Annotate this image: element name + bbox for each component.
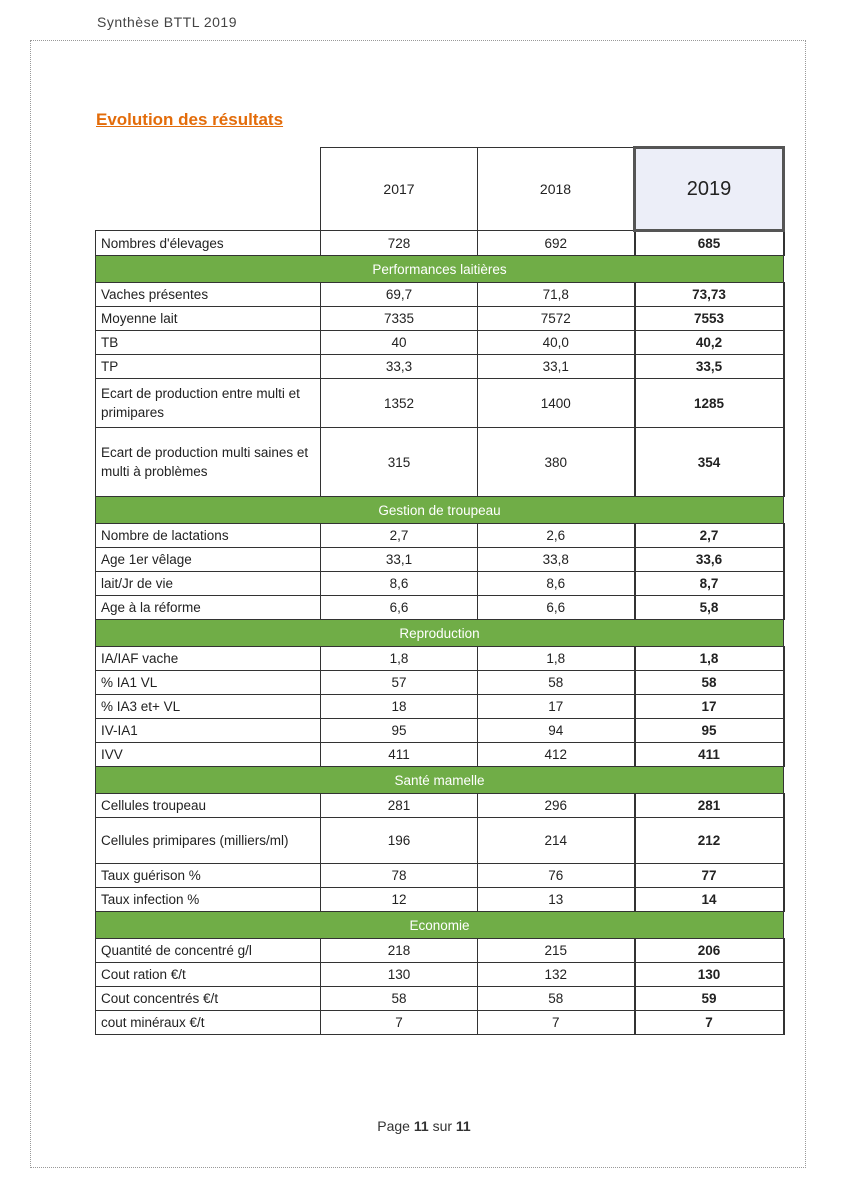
row-label: Quantité de concentré g/l [96,939,321,963]
cell-2018: 17 [478,695,635,719]
table-header-row [96,148,784,231]
row-label: Cout ration €/t [96,963,321,987]
table-row [96,524,784,548]
cell-2017: 7335 [321,307,478,331]
table-row [96,888,784,912]
column-header-2018: 2018 [478,148,635,231]
cell-2018: 7572 [478,307,635,331]
cell-2017: 728 [321,231,478,256]
cell-2017: 218 [321,939,478,963]
cell-2019: 95 [635,719,784,743]
row-label: TP [96,355,321,379]
cell-2018: 76 [478,864,635,888]
row-label: Nombres d'élevages [96,231,321,256]
cell-2019: 40,2 [635,331,784,355]
cell-2019: 7553 [635,307,784,331]
table-row [96,963,784,987]
cell-2019: 59 [635,987,784,1011]
cell-2017: 315 [321,428,478,497]
cell-2019: 1,8 [635,647,784,671]
table-row [96,719,784,743]
cell-2019: 8,7 [635,572,784,596]
table-row [96,794,784,818]
cell-2019: 77 [635,864,784,888]
row-label: % IA1 VL [96,671,321,695]
cell-2017: 1352 [321,379,478,428]
cell-2018: 1,8 [478,647,635,671]
section-header-row [96,912,784,939]
cell-2018: 40,0 [478,331,635,355]
cell-2017: 281 [321,794,478,818]
table-row [96,307,784,331]
cell-2017: 69,7 [321,283,478,307]
cell-2018: 13 [478,888,635,912]
row-label: Cellules primipares (milliers/ml) [96,818,321,864]
table-body [96,231,784,1035]
cell-2017: 130 [321,963,478,987]
cell-2019: 58 [635,671,784,695]
table-row [96,818,784,864]
cell-2018: 94 [478,719,635,743]
section-header-label: Gestion de troupeau [96,497,784,524]
table-row [96,428,784,497]
section-header-label: Economie [96,912,784,939]
cell-2019: 354 [635,428,784,497]
row-label: lait/Jr de vie [96,572,321,596]
table-row [96,1011,784,1035]
table-row [96,572,784,596]
cell-2017: 95 [321,719,478,743]
row-label: Age 1er vêlage [96,548,321,572]
footer-page-word: Page [377,1118,410,1134]
row-label: Moyenne lait [96,307,321,331]
cell-2019: 130 [635,963,784,987]
cell-2018: 2,6 [478,524,635,548]
row-label: Vaches présentes [96,283,321,307]
cell-2018: 6,6 [478,596,635,620]
cell-2018: 33,8 [478,548,635,572]
section-header-row [96,620,784,647]
cell-2018: 58 [478,671,635,695]
cell-2018: 692 [478,231,635,256]
cell-2018: 71,8 [478,283,635,307]
row-label: Nombre de lactations [96,524,321,548]
cell-2019: 281 [635,794,784,818]
footer-current-page: 11 [413,1118,429,1134]
cell-2019: 685 [635,231,784,256]
row-label: % IA3 et+ VL [96,695,321,719]
row-label: cout minéraux €/t [96,1011,321,1035]
column-header-2019: 2019 [635,148,784,231]
cell-2019: 206 [635,939,784,963]
cell-2019: 7 [635,1011,784,1035]
cell-2019: 1285 [635,379,784,428]
cell-2019: 33,5 [635,355,784,379]
page-footer [0,1118,848,1134]
table-row [96,355,784,379]
cell-2018: 412 [478,743,635,767]
row-label: Ecart de production multi saines et multi à problèmes [96,428,321,497]
cell-2017: 18 [321,695,478,719]
column-header-2017: 2017 [321,148,478,231]
row-label: Taux guérison % [96,864,321,888]
row-label: Cout concentrés €/t [96,987,321,1011]
header-blank-cell [96,148,321,231]
cell-2017: 411 [321,743,478,767]
cell-2018: 8,6 [478,572,635,596]
cell-2018: 214 [478,818,635,864]
section-header-row [96,256,784,283]
table-row [96,379,784,428]
cell-2017: 196 [321,818,478,864]
row-label: Taux infection % [96,888,321,912]
cell-2018: 215 [478,939,635,963]
footer-of-word: sur [432,1118,453,1134]
table-row [96,548,784,572]
table-row [96,231,784,256]
cell-2019: 212 [635,818,784,864]
cell-2017: 40 [321,331,478,355]
cell-2019: 5,8 [635,596,784,620]
table-row [96,743,784,767]
cell-2017: 2,7 [321,524,478,548]
row-label: IVV [96,743,321,767]
section-header-label: Santé mamelle [96,767,784,794]
cell-2019: 411 [635,743,784,767]
row-label: Age à la réforme [96,596,321,620]
cell-2017: 78 [321,864,478,888]
cell-2018: 7 [478,1011,635,1035]
cell-2018: 58 [478,987,635,1011]
cell-2019: 73,73 [635,283,784,307]
cell-2019: 14 [635,888,784,912]
cell-2018: 1400 [478,379,635,428]
section-header-row [96,497,784,524]
table-row [96,331,784,355]
cell-2017: 1,8 [321,647,478,671]
section-header-label: Reproduction [96,620,784,647]
row-label: Ecart de production entre multi et primipares [96,379,321,428]
cell-2018: 296 [478,794,635,818]
footer-total-pages: 11 [455,1118,471,1134]
row-label: IA/IAF vache [96,647,321,671]
cell-2019: 2,7 [635,524,784,548]
cell-2017: 57 [321,671,478,695]
row-label: Cellules troupeau [96,794,321,818]
table-row [96,283,784,307]
cell-2018: 380 [478,428,635,497]
table-row [96,647,784,671]
cell-2017: 6,6 [321,596,478,620]
section-header-row [96,767,784,794]
table-row [96,695,784,719]
table-row [96,864,784,888]
results-table [95,146,785,1035]
cell-2017: 58 [321,987,478,1011]
cell-2019: 17 [635,695,784,719]
row-label: TB [96,331,321,355]
table-row [96,939,784,963]
cell-2019: 33,6 [635,548,784,572]
cell-2017: 33,3 [321,355,478,379]
section-header-label: Performances laitières [96,256,784,283]
cell-2017: 12 [321,888,478,912]
section-title: Evolution des résultats [96,110,284,129]
cell-2018: 132 [478,963,635,987]
running-header: Synthèse BTTL 2019 [97,14,238,30]
cell-2017: 33,1 [321,548,478,572]
cell-2018: 33,1 [478,355,635,379]
table-row [96,596,784,620]
table-row [96,987,784,1011]
cell-2017: 8,6 [321,572,478,596]
cell-2017: 7 [321,1011,478,1035]
table-row [96,671,784,695]
row-label: IV-IA1 [96,719,321,743]
